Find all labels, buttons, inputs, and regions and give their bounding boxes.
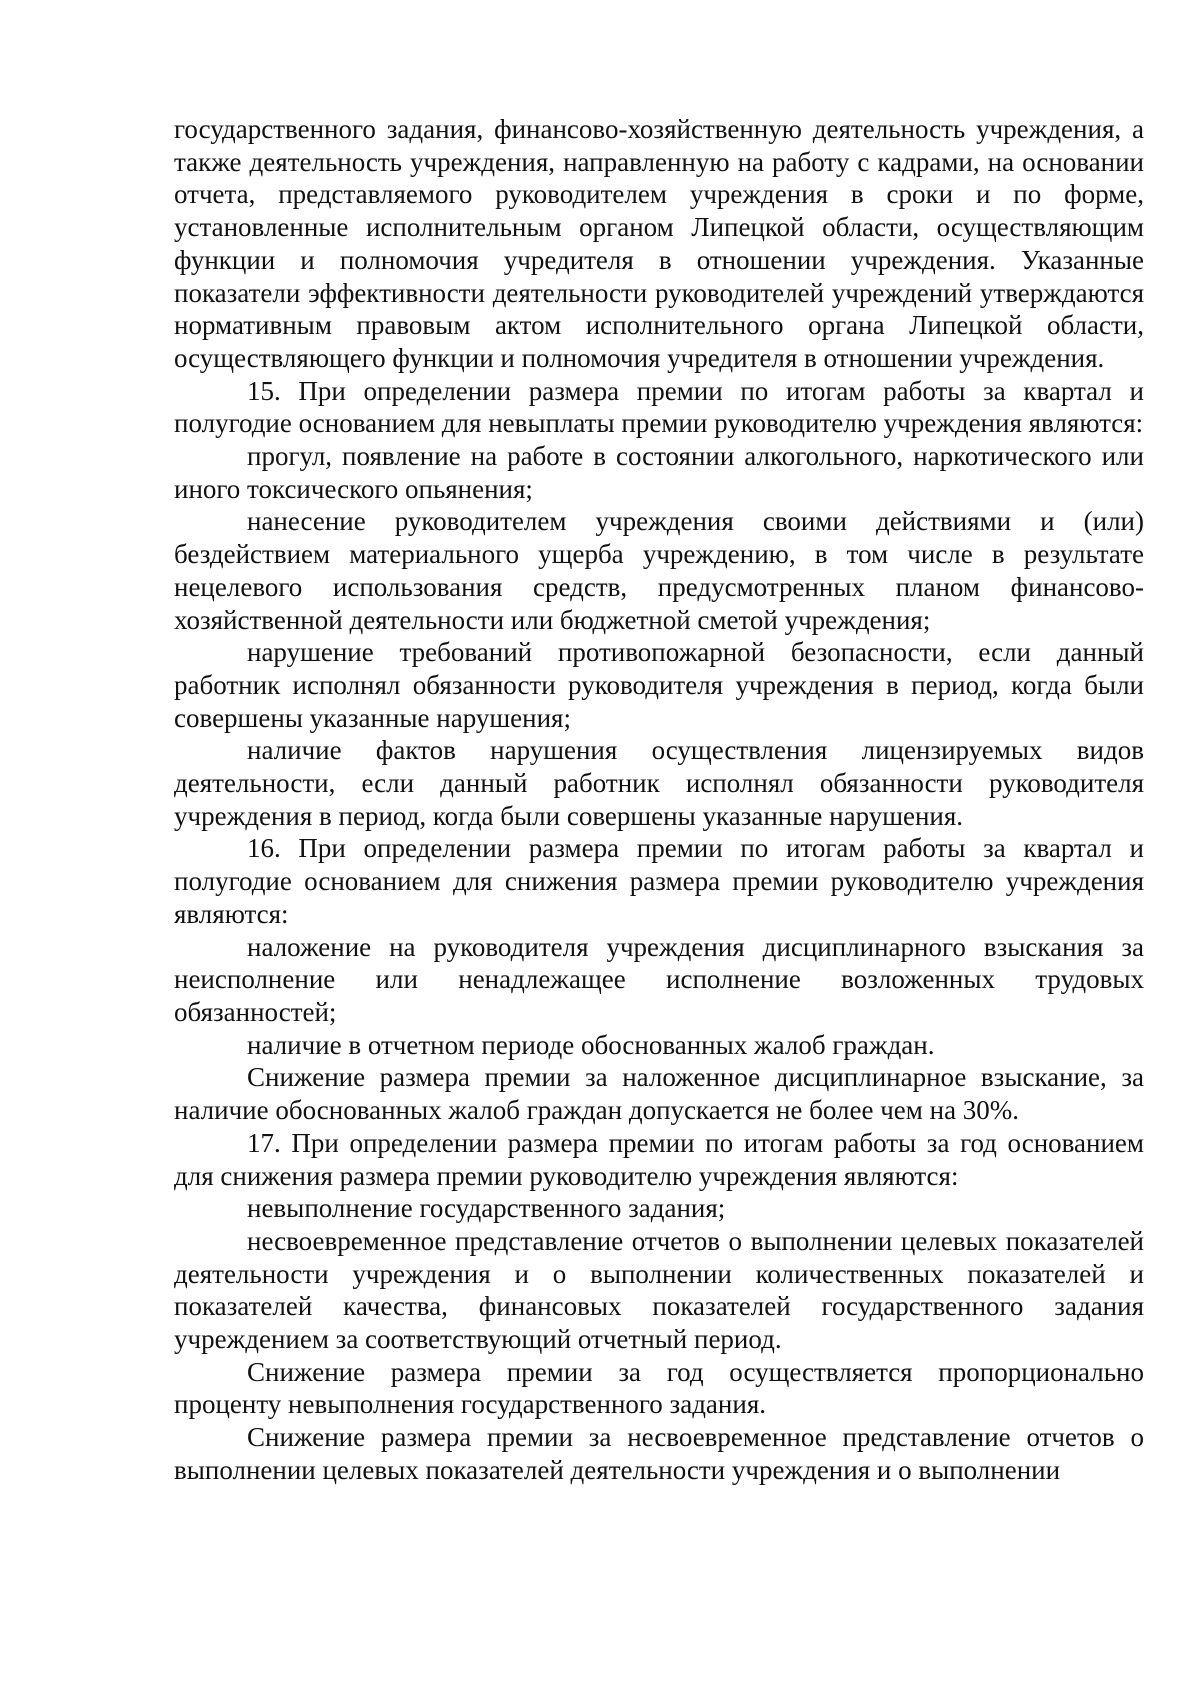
- paragraph-clause-17-proportional-reduction: Снижение размера премии за год осуществляется пропорционально проценту невыполнения государственного задания.: [174, 1356, 1144, 1420]
- paragraph-clause-16-item-disciplinary: наложение на руководителя учреждения дисциплинарного взыскания за неисполнение или ненадлежащее исполнение возложенных трудовых обязанностей;: [174, 931, 1144, 1027]
- paragraph-clause-15-item-damage: нанесение руководителем учреждения своими действиями и (или) бездействием материального ущерба учреждению, в том числе в результате нецелевого использования средств, предусмотренных планом финансово-хозяйственной деятельности или бюджетной сметой учреждения;: [174, 506, 1144, 635]
- paragraph-clause-17-late-reports-reduction: Снижение размера премии за несвоевременное представление отчетов о выполнении целевых показателей деятельности учреждения и о выполнении: [174, 1422, 1144, 1485]
- paragraph-clause-15: 15. При определении размера премии по итогам работы за квартал и полугодие основанием для невыплаты премии руководителю учреждения являются:: [174, 375, 1144, 439]
- paragraph-clause-16-item-complaints: наличие в отчетном периоде обоснованных жалоб граждан.: [247, 1029, 935, 1060]
- paragraph-clause-15-item-licensing: наличие фактов нарушения осуществления лицензируемых видов деятельности, если данный работник исполнял обязанности руководителя учреждения в период, когда были совершены указанные нарушения.: [174, 735, 1144, 831]
- paragraph-intro-continuation: государственного задания, финансово-хозяйственную деятельность учреждения, а также деятельность учреждения, направленную на работу с кадрами, на основании отчета, представляемого руководителем учреждения в сроки и по форме, установленные исполнительным органом Липецкой области, осуществляющим функции и полномочия учредителя в отношении учреждения. Указанные показатели эффективности деятельности руководителей учреждений утверждаются нормативным правовым актом исполнительного органа Липецкой области, осуществляющего функции и полномочия учредителя в отношении учреждения.: [174, 114, 1144, 373]
- paragraph-clause-15-item-absenteeism: прогул, появление на работе в состоянии алкогольного, наркотического или иного токсического опьянения;: [174, 441, 1144, 504]
- paragraph-clause-17-item-nonfulfillment: невыполнение государственного задания;: [247, 1193, 726, 1224]
- document-body: [174, 113, 1144, 1487]
- paragraph-clause-16: 16. При определении размера премии по итогам работы за квартал и полугодие основанием для снижения размера премии руководителю учреждения являются:: [174, 833, 1144, 929]
- paragraph-clause-16-reduction-limit: Снижение размера премии за наложенное дисциплинарное взыскание, за наличие обоснованных жалоб граждан допускается не более чем на 30%.: [174, 1062, 1144, 1126]
- paragraph-clause-17-item-late-reports: несвоевременное представление отчетов о выполнении целевых показателей деятельности учреждения и о выполнении количественных показателей и показателей качества, финансовых показателей государственного задания учреждением за соответствующий отчетный период.: [174, 1225, 1144, 1355]
- paragraph-clause-17: 17. При определении размера премии по итогам работы за год основанием для снижения размера премии руководителю учреждения являются:: [174, 1127, 1144, 1191]
- paragraph-clause-15-item-fire-safety: нарушение требований противопожарной безопасности, если данный работник исполнял обязанности руководителя учреждения в период, когда были совершены указанные нарушения;: [174, 637, 1144, 733]
